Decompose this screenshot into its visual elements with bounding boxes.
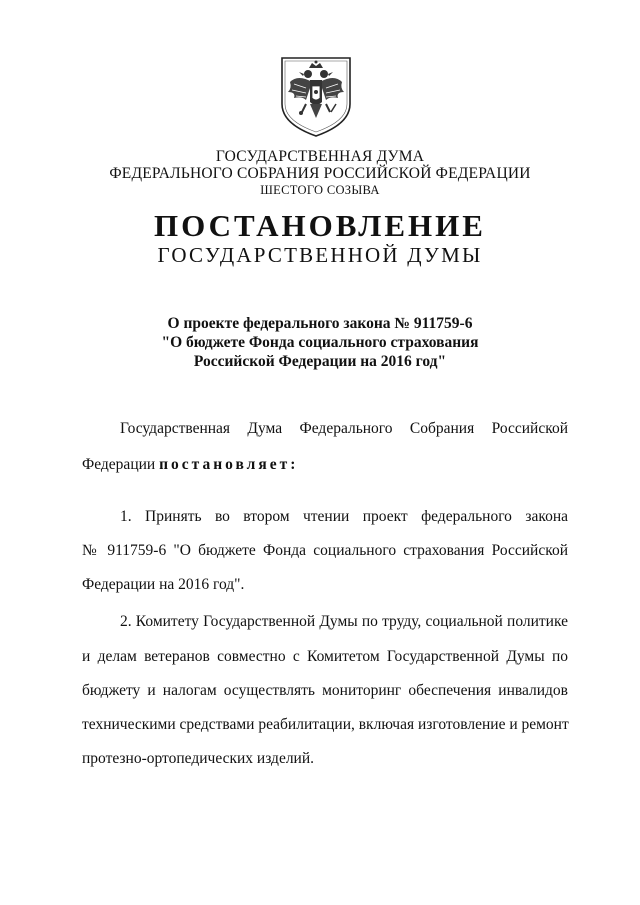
resolves-keyword: постановляет: [159,456,299,473]
subject-line-2: "О бюджете Фонда социального страхования [161,334,479,351]
item-2-line-4: техническими средствами реабилитации, включая изготовление и ремонт [82,716,569,733]
item-1-line-1: 1. Принять во втором чтении проект федерального закона [120,508,568,525]
item-1-line-3: Федерации на 2016 год". [82,576,245,593]
item-2-line-3: бюджету и налогам осуществлять мониторинг обеспечения инвалидов [82,682,568,699]
coat-of-arms-emblem [276,52,356,140]
preamble-line-1: Государственная Дума Федерального Собрания Российской [120,420,568,437]
document-title: ПОСТАНОВЛЕНИЕ [154,208,486,243]
subject-line-1: О проекте федерального закона № 911759-6 [167,315,473,332]
subject-line-3: Российской Федерации на 2016 год" [193,353,447,370]
preamble-start: Федерации [82,456,156,473]
double-headed-eagle-icon [276,52,356,140]
item-2-line-1: 2. Комитету Государственной Думы по труду, социальной политике [120,613,568,630]
header-line-2: ФЕДЕРАЛЬНОГО СОБРАНИЯ РОССИЙСКОЙ ФЕДЕРАЦИИ [109,165,531,182]
document-subtitle: ГОСУДАРСТВЕННОЙ ДУМЫ [157,243,483,267]
item-2-line-5: протезно-ортопедических изделий. [82,750,315,767]
preamble-line-2 [82,456,298,474]
item-2-line-2: и делам ветеранов совместно с Комитетом Государственной Думы по [82,648,568,665]
header-line-1: ГОСУДАРСТВЕННАЯ ДУМА [215,148,425,165]
header-line-3: ШЕСТОГО СОЗЫВА [260,183,380,197]
item-1-line-2: № 911759-6 "О бюджете Фонда социального страхования Российской [82,542,568,559]
